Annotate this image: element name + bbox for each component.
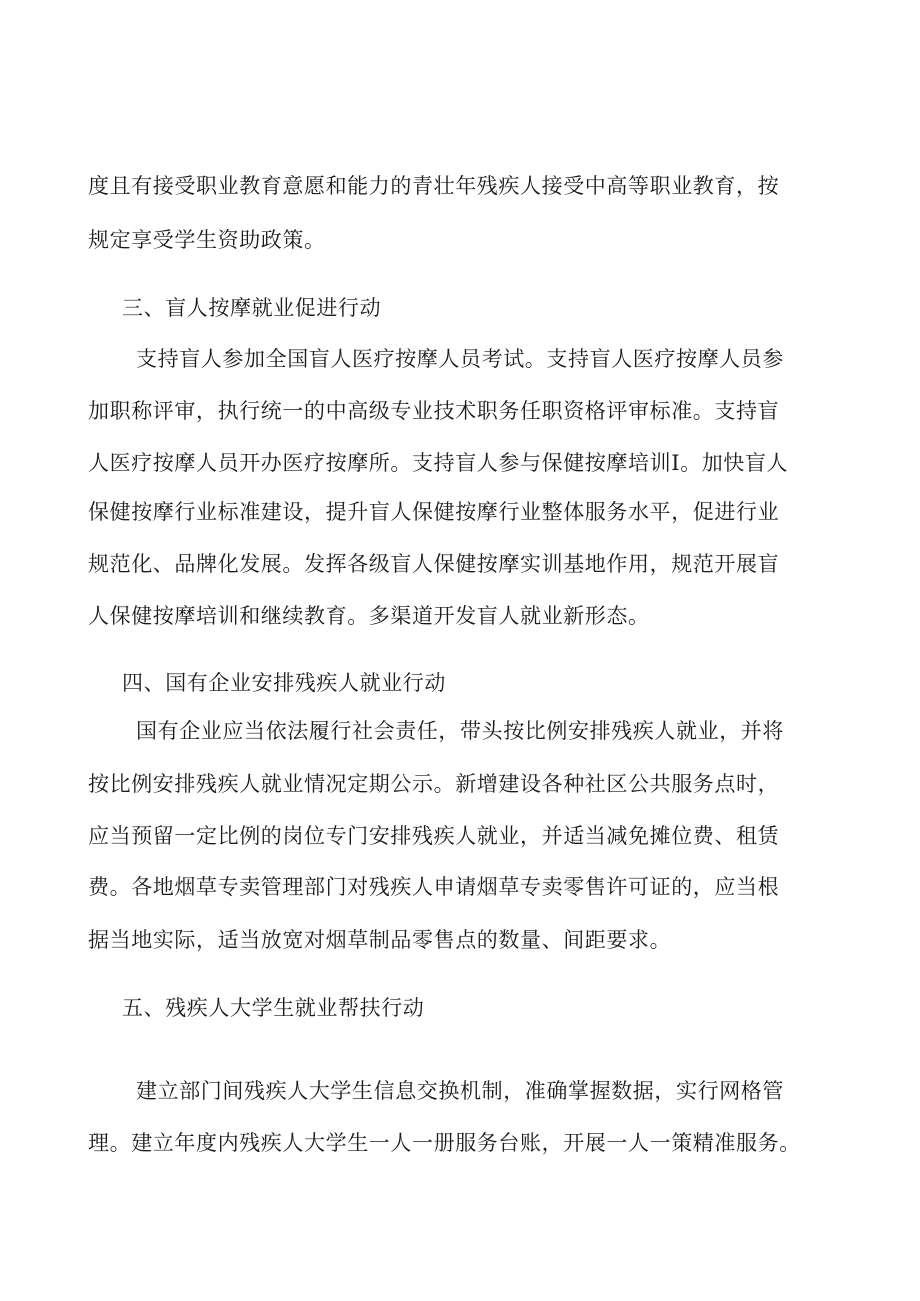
intro-line-2: 规定享受学生资助政策。 bbox=[88, 228, 326, 252]
section-3-line-3: 人医疗按摩人员开办医疗按摩所。支持盲人参与保健按摩培训I。加快盲人 bbox=[88, 451, 789, 475]
section-4-line-4: 费。各地烟草专卖管理部门对残疾人申请烟草专卖零售许可证的，应当根 bbox=[88, 875, 780, 899]
section-3-line-2: 加职称评审，执行统一的中高级专业技术职务任职资格评审标准。支持盲 bbox=[88, 399, 780, 423]
section-4-line-3: 应当预留一定比例的岗位专门安排残疾人就业，并适当减免摊位费、租赁 bbox=[88, 824, 780, 848]
section-3-heading: 三、盲人按摩就业促进行动 bbox=[122, 296, 382, 320]
section-4-line-1: 国有企业应当依法履行社会责任，带头按比例安排残疾人就业，并将 bbox=[136, 719, 784, 743]
section-5-heading: 五、残疾人大学生就业帮扶行动 bbox=[122, 996, 425, 1020]
section-4-heading: 四、国有企业安排残疾人就业行动 bbox=[122, 671, 446, 695]
section-3-line-5: 规范化、品牌化发展。发挥各级盲人保健按摩实训基地作用，规范开展盲 bbox=[88, 552, 780, 576]
section-4-line-5: 据当地实际，适当放宽对烟草制品零售点的数量、间距要求。 bbox=[88, 928, 672, 952]
section-3-line-1: 支持盲人参加全国盲人医疗按摩人员考试。支持盲人医疗按摩人员参 bbox=[136, 347, 784, 371]
section-5-line-1: 建立部门间残疾人大学生信息交换机制，准确掌握数据，实行网格管 bbox=[136, 1079, 784, 1103]
section-3-line-4: 保健按摩行业标准建设，提升盲人保健按摩行业整体服务水平，促进行业 bbox=[88, 500, 780, 524]
section-3-line-6: 人保健按摩培训和继续教育。多渠道开发盲人就业新形态。 bbox=[88, 604, 650, 628]
section-5-line-2: 理。建立年度内残疾人大学生一人一册服务台账，开展一人一策精准服务。 bbox=[88, 1131, 801, 1155]
section-4-line-2: 按比例安排残疾人就业情况定期公示。新增建设各种社区公共服务点时， bbox=[88, 772, 780, 796]
intro-line-1: 度且有接受职业教育意愿和能力的青壮年残疾人接受中高等职业教育，按 bbox=[88, 174, 780, 198]
